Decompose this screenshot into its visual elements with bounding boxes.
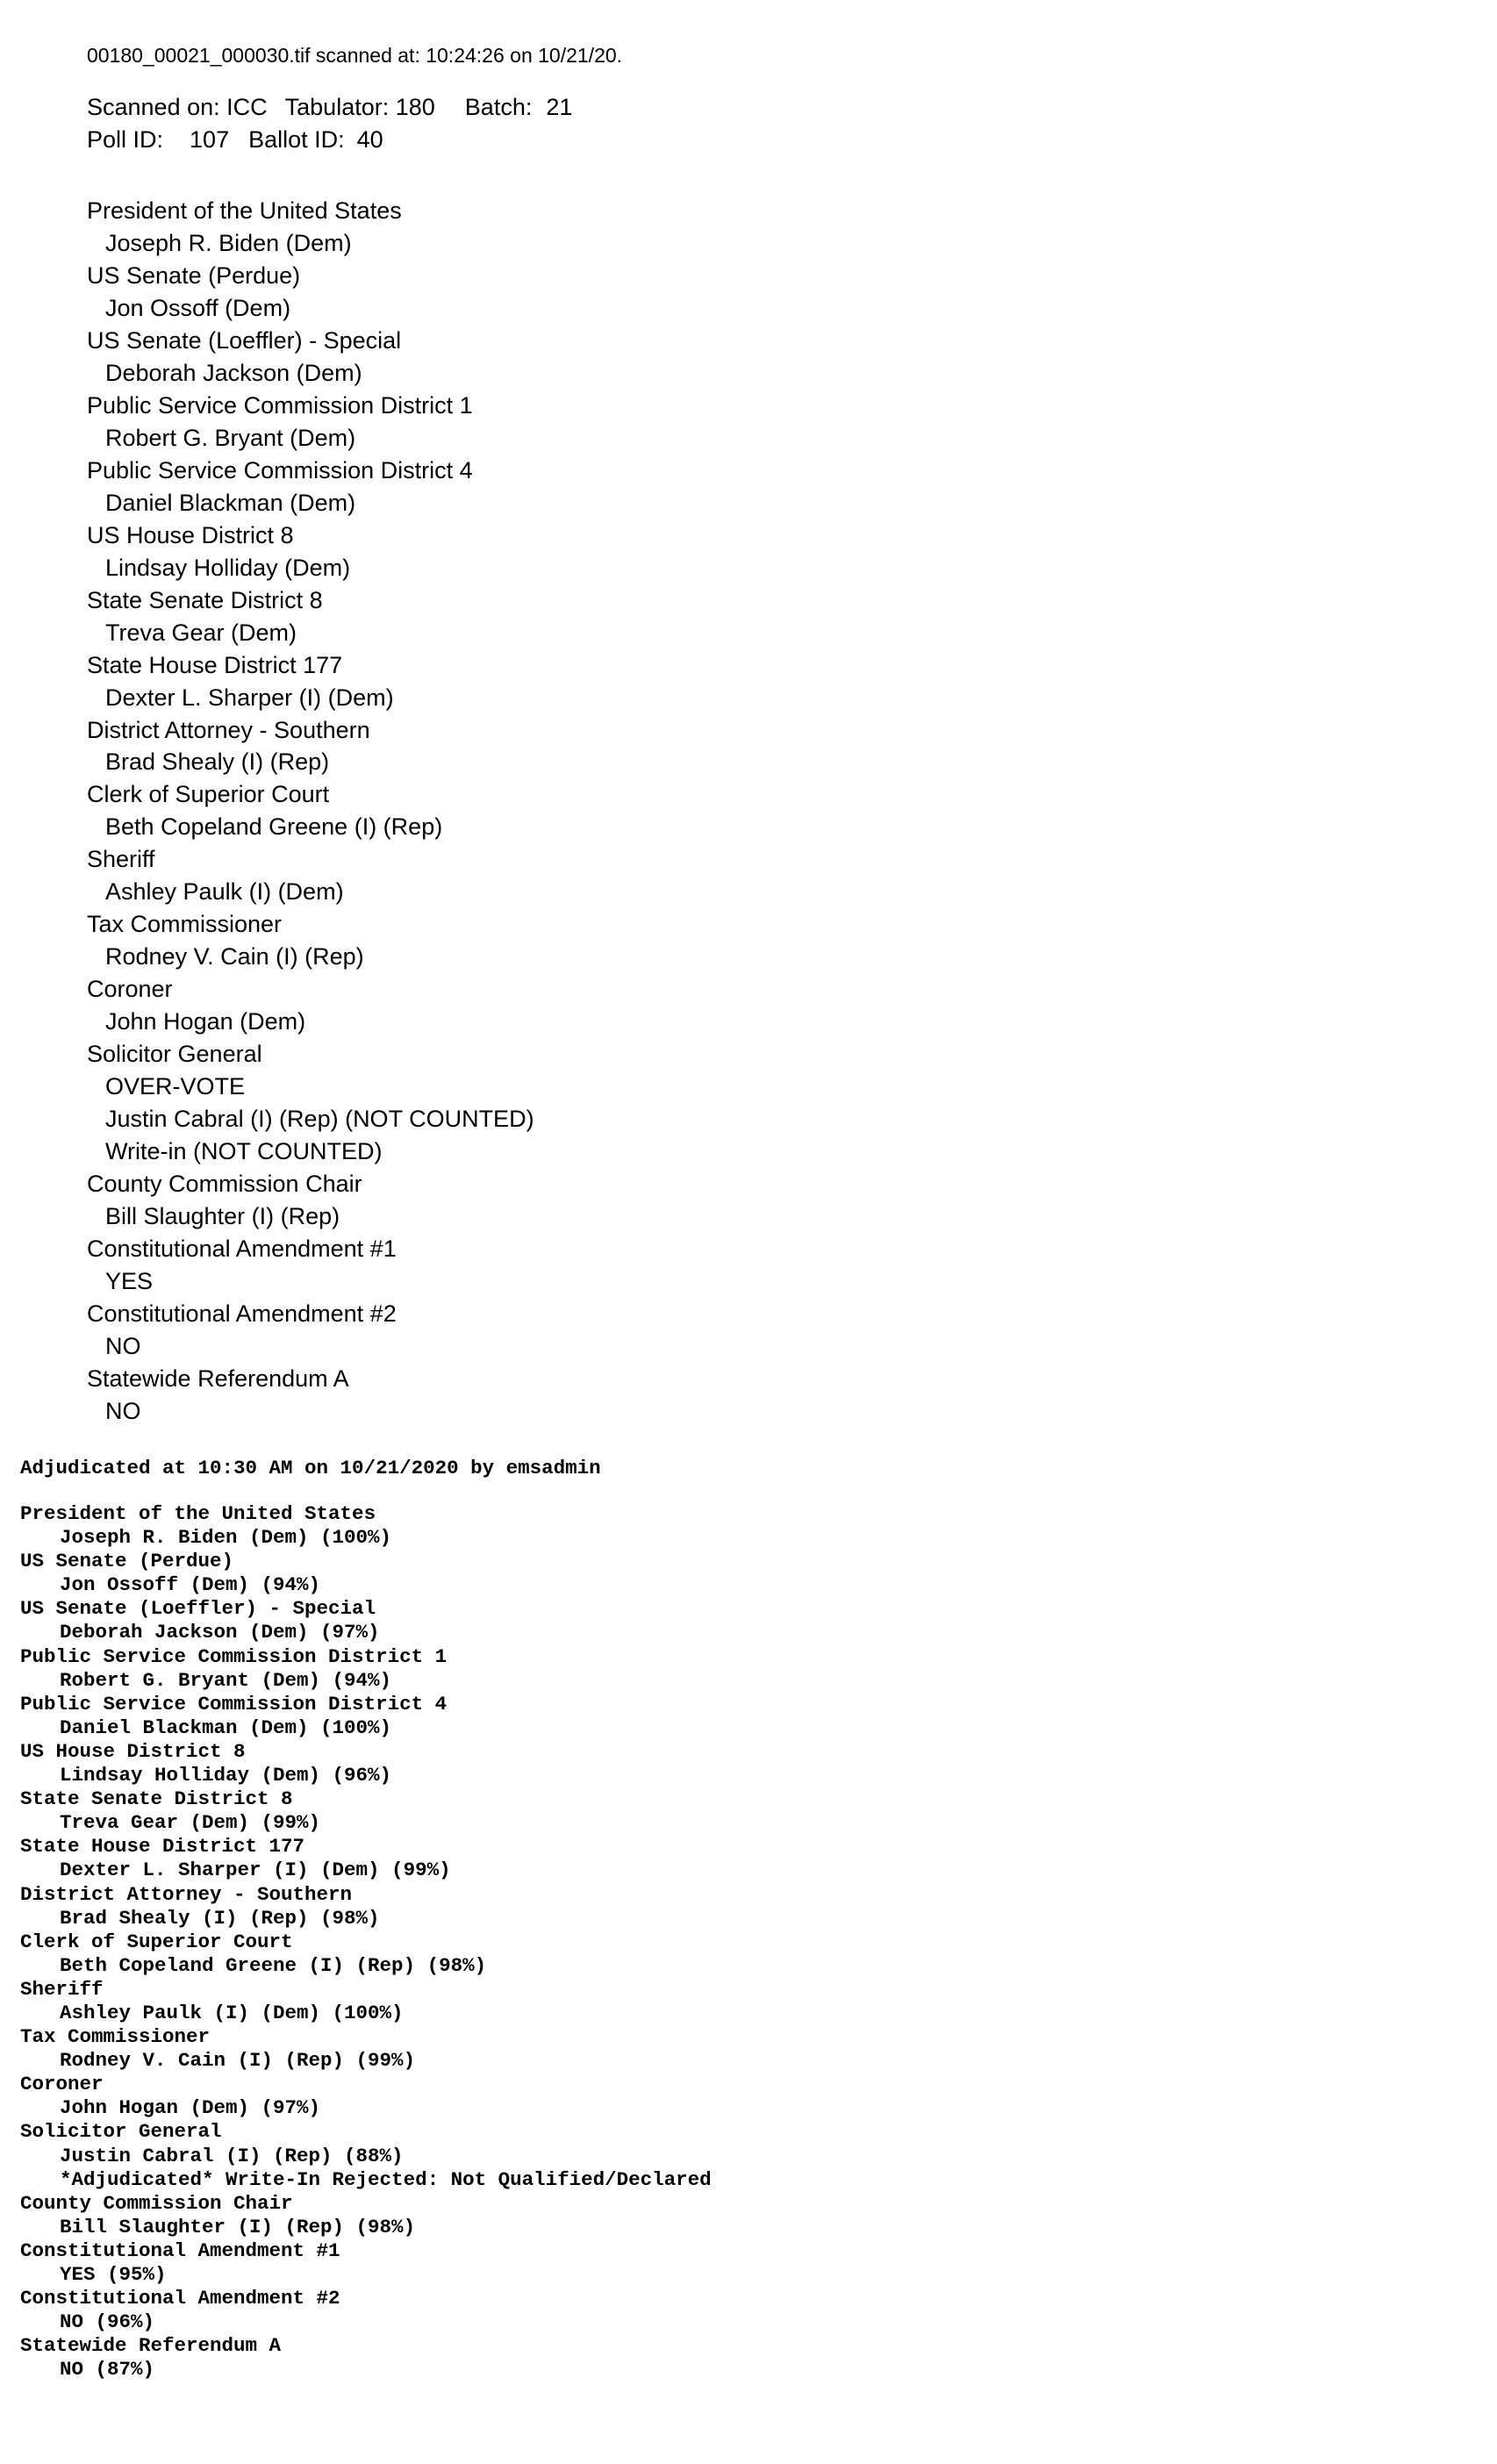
contest-title: Clerk of Superior Court [87,781,330,808]
adjudicated-contest-title: Coroner [20,2073,104,2096]
contest-choice: Ashley Paulk (I) (Dem) [105,878,344,906]
adjudicated-contest-title: US Senate (Loeffler) - Special [20,1597,376,1621]
adjudicated-contest-title: US Senate (Perdue) [20,1550,234,1573]
adjudication-results [20,1502,1424,2382]
contest-choice: Beth Copeland Greene (I) (Rep) [105,813,443,841]
adjudicated-choice: NO (87%) [60,2358,155,2382]
contest-title: County Commission Chair [87,1171,362,1198]
adjudicated-choice: Bill Slaughter (I) (Rep) (98%) [60,2215,416,2238]
adjudicated-contest-title: Sheriff [20,1977,104,2001]
contest-choice: OVER-VOTE [105,1073,246,1100]
scan-header [87,42,1403,156]
contest-title: US Senate (Loeffler) - Special [87,326,402,354]
scanned-on-label: Scanned on: [87,94,220,120]
adjudicated-choice: Deborah Jackson (Dem) (97%) [60,1621,380,1644]
ballot-id-value: 40 [356,126,383,153]
contest-choice: NO [105,1332,141,1359]
adjudicated-contest-title: State House District 177 [20,1835,305,1859]
adjudicated-contest-title: Public Service Commission District 1 [20,1644,448,1668]
contest-choice: Write-in (NOT COUNTED) [105,1138,383,1165]
contest-choice: Brad Shealy (I) (Rep) [105,749,330,776]
contest-choice: Robert G. Bryant (Dem) [105,424,356,451]
contest-title: President of the United States [87,197,402,224]
adjudicated-choice: Justin Cabral (I) (Rep) (88%) [60,2144,404,2167]
scanned-on-value: ICC [226,94,268,120]
adjudicated-choice: Brad Shealy (I) (Rep) (98%) [60,1906,380,1930]
contest-choice: Treva Gear (Dem) [105,619,297,646]
poll-id-value: 107 [190,126,230,153]
ballot-selections [87,195,1315,1428]
adjudicated-contest-title: President of the United States [20,1502,376,1525]
contest-choice: Joseph R. Biden (Dem) [105,229,352,256]
contest-title: Statewide Referendum A [87,1365,349,1392]
contest-title: Sheriff [87,846,155,873]
adjudicated-contest-title: County Commission Chair [20,2191,293,2215]
scan-info-line: 00180_00021_000030.tif scanned at: 10:24:26 on 10/21/20. [87,44,623,67]
contest-title: Coroner [87,976,173,1003]
adjudicated-choice: John Hogan (Dem) (97%) [60,2096,321,2120]
adjudicated-contest-title: Solicitor General [20,2120,222,2144]
adjudicated-choice: Jon Ossoff (Dem) (94%) [60,1573,321,1597]
adjudication-section [20,1455,1424,2382]
adjudicated-choice: Beth Copeland Greene (I) (Rep) (98%) [60,1953,487,1977]
contest-title: US Senate (Perdue) [87,261,301,289]
contest-choice: Dexter L. Sharper (I) (Dem) [105,684,394,711]
contest-title: Public Service Commission District 1 [87,391,473,419]
contest-title: State Senate District 8 [87,586,323,613]
adjudicated-contest-title: District Attorney - Southern [20,1882,353,1906]
contest-title: US House District 8 [87,521,294,548]
adjudicated-choice: Robert G. Bryant (Dem) (94%) [60,1668,392,1692]
contest-title: State House District 177 [87,651,343,678]
adjudicated-contest-title: Constitutional Amendment #2 [20,2287,340,2310]
contest-choice: Rodney V. Cain (I) (Rep) [105,943,364,971]
adjudicated-contest-title: State Senate District 8 [20,1787,293,1811]
contest-choice: Daniel Blackman (Dem) [105,489,356,516]
tabulator-value: 180 [395,94,435,120]
adjudicated-choice: Joseph R. Biden (Dem) (100%) [60,1526,392,1550]
contest-choice: YES [105,1267,154,1294]
adjudicated-choice: NO (96%) [60,2310,155,2334]
contest-choice: Justin Cabral (I) (Rep) (NOT COUNTED) [105,1106,534,1133]
ballot-id-label: Ballot ID: [248,126,345,153]
contest-title: Constitutional Amendment #2 [87,1300,397,1327]
contest-choice: NO [105,1397,141,1424]
contest-choice: Lindsay Holliday (Dem) [105,554,351,581]
batch-label: Batch: [464,94,533,120]
contest-title: Tax Commissioner [87,911,283,938]
adjudicated-contest-title: Statewide Referendum A [20,2334,282,2358]
adjudicated-choice: Lindsay Holliday (Dem) (96%) [60,1764,392,1787]
adjudicated-choice: Daniel Blackman (Dem) (100%) [60,1715,392,1739]
adjudicated-contest-title: Tax Commissioner [20,2025,211,2049]
adjudicated-choice: Treva Gear (Dem) (99%) [60,1811,321,1835]
poll-id-label: Poll ID: [87,126,164,153]
adjudicated-choice: *Adjudicated* Write-In Rejected: Not Qualified/Declared [60,2167,712,2191]
batch-value: 21 [546,94,573,120]
adjudication-header: Adjudicated at 10:30 AM on 10/21/2020 by emsadmin [20,1457,601,1479]
adjudicated-contest-title: US House District 8 [20,1739,246,1763]
contest-title: Solicitor General [87,1041,262,1068]
contest-title: Constitutional Amendment #1 [87,1236,397,1262]
contest-choice: Deborah Jackson (Dem) [105,359,362,386]
adjudicated-choice: Rodney V. Cain (I) (Rep) (99%) [60,2049,416,2073]
adjudicated-contest-title: Public Service Commission District 4 [20,1692,448,1715]
adjudicated-contest-title: Clerk of Superior Court [20,1930,293,1953]
adjudicated-choice: YES (95%) [60,2263,167,2286]
contest-title: District Attorney - Southern [87,716,370,743]
scan-meta-line [87,91,1403,124]
tabulator-label: Tabulator: [284,94,390,120]
adjudicated-choice: Dexter L. Sharper (I) (Dem) (99%) [60,1859,451,1882]
contest-choice: John Hogan (Dem) [105,1008,306,1035]
header-spacer [87,68,1403,91]
adjudicated-contest-title: Constitutional Amendment #1 [20,2238,340,2262]
contest-title: Public Service Commission District 4 [87,456,473,483]
contest-choice: Jon Ossoff (Dem) [105,294,291,321]
adjudicated-choice: Ashley Paulk (I) (Dem) (100%) [60,2001,404,2024]
contest-choice: Bill Slaughter (I) (Rep) [105,1203,340,1230]
poll-meta-line [87,124,1403,156]
